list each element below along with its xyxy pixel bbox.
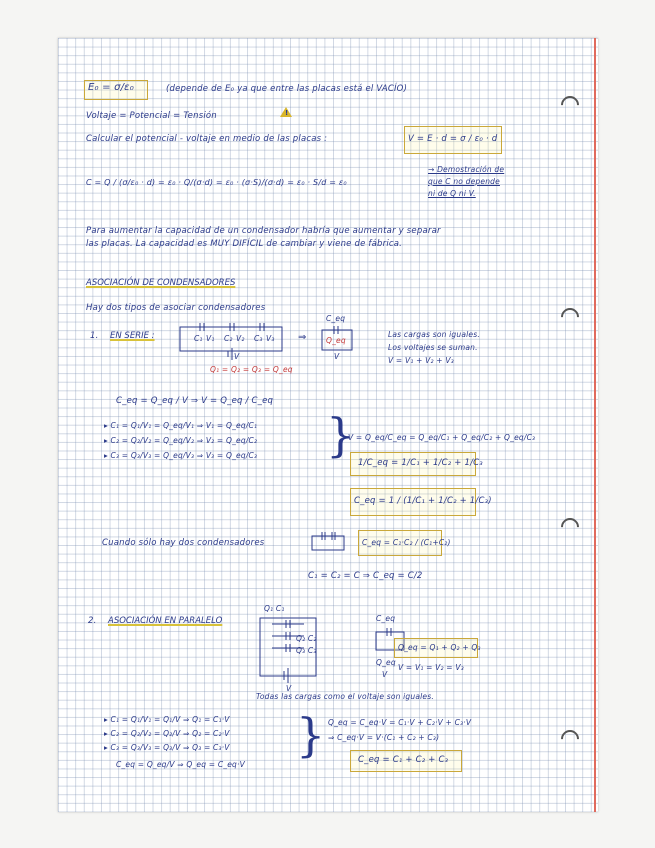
arrow-implies: ⇒ <box>298 332 307 343</box>
paralelo-box: C_eq = C₁ + C₂ + C₃ <box>358 755 449 765</box>
serie-sum: V = Q_eq/C_eq = Q_eq/C₁ + Q_eq/C₂ + Q_eq/C₃ <box>348 433 536 442</box>
voltaje-line: Voltaje = Potencial = Tensión <box>86 111 217 121</box>
paralelo-voltages: V = V₁ = V₂ = V₃ <box>398 663 464 672</box>
serie-number: 1. <box>90 331 99 341</box>
serie-note-2: Los voltajes se suman. <box>388 343 478 352</box>
paralelo-row-2: ▸ C₂ = Q₂/V₂ = Q₂/V ⇒ Q₂ = C₂·V <box>104 729 230 738</box>
intro-text: Hay dos tipos de asociar condensadores <box>86 303 266 313</box>
serie-row-3: ▸ C₃ = Q₃/V₃ = Q_eq/V₃ ⇒ V₃ = Q_eq/C₃ <box>104 451 258 460</box>
paralelo-row-1: ▸ C₁ = Q₁/V₁ = Q₁/V ⇒ Q₁ = C₁·V <box>104 715 230 724</box>
paralelo-label-2: Q₂ C₂ <box>296 634 317 643</box>
equal-caps: C₁ = C₂ = C ⇒ C_eq = C/2 <box>308 571 423 581</box>
serie-label-v: V <box>234 352 240 361</box>
warning-mark-icon: ! <box>285 109 289 117</box>
two-caps-circuit <box>310 532 350 554</box>
capacity-chain: C = Q / (σ/ε₀ · d) = ε₀ · Q/(σ·d) = ε₀ · (σ·S)/(σ·d) = ε₀ · S/d = ε₀ <box>86 178 347 187</box>
two-caps-text: Cuando sólo hay dos condensadores <box>102 538 265 548</box>
paralelo-eq-label-v: V <box>382 670 388 679</box>
paragraph-line-1: Para aumentar la capacidad de un condensador habría que aumentar y separar <box>86 226 441 236</box>
paralelo-label-3: Q₃ C₃ <box>296 646 317 655</box>
paralelo-row-4: C_eq = Q_eq/V ⇒ Q_eq = C_eq·V <box>116 760 245 769</box>
serie-row-1: ▸ C₁ = Q₁/V₁ = Q_eq/V₁ ⇒ V₁ = Q_eq/C₁ <box>104 421 258 430</box>
demo-note-2: que C no depende <box>428 177 500 186</box>
paralelo-number: 2. <box>88 616 97 626</box>
serie-label-c3: C₃ <box>254 334 263 343</box>
demo-note-3: ni de Q ni V. <box>428 189 476 198</box>
paralelo-row-3: ▸ C₃ = Q₃/V₃ = Q₃/V ⇒ Q₃ = C₃·V <box>104 743 230 752</box>
note-vacio: (depende de E₀ ya que entre las placas está el VACÍO) <box>166 84 408 94</box>
serie-ceq-definition: C_eq = Q_eq / V ⇒ V = Q_eq / C_eq <box>116 396 274 406</box>
paralelo-sum-2: ⇒ C_eq·V = V·(C₁ + C₂ + C₃) <box>328 733 440 742</box>
formula-v: V = E · d = σ / ε₀ · d <box>408 134 498 144</box>
paralelo-label-1: Q₁ C₁ <box>264 604 285 613</box>
paralelo-eq-label-q: Q_eq <box>376 658 396 667</box>
notebook-page <box>58 38 598 812</box>
section-title: ASOCIACIÓN DE CONDENSADORES <box>86 278 236 288</box>
paralelo-sum-1: Q_eq = C_eq·V = C₁·V + C₂·V + C₃·V <box>328 718 472 727</box>
margin-line <box>594 38 596 812</box>
calcular-text: Calcular el potencial - voltaje en medio de las placas : <box>86 134 328 144</box>
serie-title: EN SERIE : <box>110 331 155 341</box>
paralelo-charges: Q_eq = Q₁ + Q₂ + Q₃ <box>398 643 481 652</box>
right-brace: } <box>326 408 356 462</box>
serie-label-v3: V₃ <box>266 334 275 343</box>
paralelo-eq-label-c: C_eq <box>376 614 396 623</box>
paralelo-caption: Todas las cargas como el voltaje son iguales. <box>256 692 434 701</box>
serie-label-v1: V₁ <box>206 334 215 343</box>
serie-note-1: Las cargas son iguales. <box>388 330 480 339</box>
serie-box-1: 1/C_eq = 1/C₁ + 1/C₂ + 1/C₃ <box>358 458 483 468</box>
serie-circuit-diagram <box>178 323 288 363</box>
serie-eq-label-v: V <box>334 352 340 361</box>
paralelo-label-v: V <box>286 684 292 693</box>
serie-note-3: V = V₁ + V₂ + V₃ <box>388 356 454 365</box>
two-caps-box: C_eq = C₁·C₂ / (C₁+C₂) <box>362 538 451 547</box>
serie-red-equality: Q₁ = Q₂ = Q₃ = Q_eq <box>210 365 293 374</box>
right-brace: } <box>296 708 326 762</box>
paragraph-line-2: las placas. La capacidad es MUY DIFÍCIL de cambiar y viene de fábrica. <box>86 239 403 249</box>
paralelo-title: ASOCIACIÓN EN PARALELO <box>108 616 223 626</box>
serie-eq-label-q: Q_eq <box>326 336 346 345</box>
serie-box-2: C_eq = 1 / (1/C₁ + 1/C₂ + 1/C₃) <box>354 496 492 506</box>
demo-note-1: → Demostración de <box>428 165 505 174</box>
serie-eq-label-c: C_eq <box>326 314 346 323</box>
formula-e0: E₀ = σ/ε₀ <box>88 82 134 93</box>
serie-label-c1: C₁ <box>194 334 203 343</box>
serie-row-2: ▸ C₂ = Q₂/V₂ = Q_eq/V₂ ⇒ V₂ = Q_eq/C₂ <box>104 436 258 445</box>
serie-label-v2: V₂ <box>236 334 245 343</box>
serie-label-c2: C₂ <box>224 334 233 343</box>
